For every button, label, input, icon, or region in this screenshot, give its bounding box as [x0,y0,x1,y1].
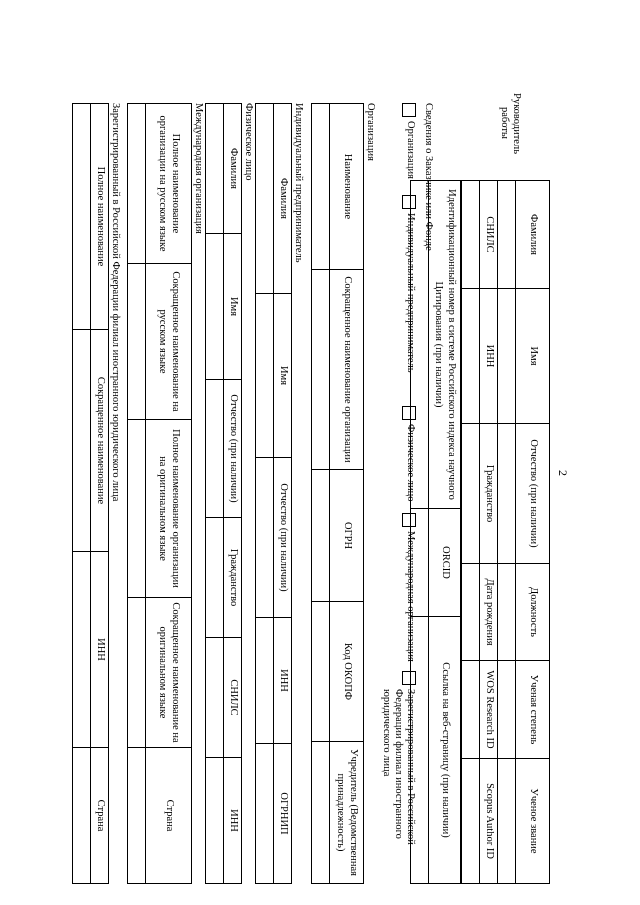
organization-short-name-cell[interactable] [312,270,330,470]
supervisor-header-wos: WOS Research ID [480,661,498,759]
supervisor-header-birthdate: Дата рождения [480,564,498,661]
physical-person-label: Физическое лицо [243,103,254,181]
physical-header-name: Имя [224,234,242,380]
checkbox-foreign-branch[interactable] [402,671,416,685]
foreign-branch-table [72,103,109,884]
foreign-branch-country-cell[interactable] [73,748,91,884]
foreign-branch-label: Зарегистрированный в Российской Федерации филиал иностранного юридического лица [110,103,121,502]
supervisor-value-1[interactable] [462,181,480,289]
physical-name-cell[interactable] [206,234,224,380]
international-header-short-ru: Сокращенное наименование на русском языке [146,264,192,420]
customer-type-entrepreneur[interactable]: Индивидуальный предприниматель [402,195,416,373]
organization-header-ogrn: ОГРН [330,470,364,602]
organization-header-founder: Учредитель (Ведомственная принадлежность) [330,742,364,884]
checkbox-international[interactable] [402,513,416,527]
international-header-country: Страна [146,748,192,884]
organization-okopf-cell[interactable] [312,602,330,742]
supervisor-birthdate-cell[interactable] [498,564,516,661]
checkbox-organization[interactable] [402,103,416,117]
entrepreneur-header-surname: Фамилия [274,104,292,294]
supervisor-header-title: Ученое звание [516,759,550,884]
physical-patronymic-cell[interactable] [206,380,224,518]
page-number: 2 [556,470,570,476]
customer-type-organization[interactable]: Организация [402,103,416,179]
organization-header-name: Наименование [330,104,364,270]
physical-header-citizenship: Гражданство [224,518,242,638]
supervisor-row-header: Руководитель работы [498,93,522,154]
international-full-orig-cell[interactable] [128,420,146,598]
physical-header-patronymic: Отчество (при наличии) [224,380,242,518]
international-org-table [127,103,192,884]
physical-header-surname: Фамилия [224,104,242,234]
organization-label: Организация [365,103,376,161]
supervisor-value-4[interactable] [462,564,480,661]
foreign-branch-header-inn: ИНН [91,552,109,748]
international-full-ru-cell[interactable] [128,104,146,264]
physical-header-snils: СНИЛС [224,638,242,758]
international-header-short-orig: Сокращенное наименование на оригинальном языке [146,598,192,748]
foreign-branch-short-name-cell[interactable] [73,330,91,552]
entrepreneur-header-name: Имя [274,294,292,458]
international-header-full-ru: Полное наименование организации на русском языке [146,104,192,264]
entrepreneur-surname-cell[interactable] [256,104,274,294]
entrepreneur-name-cell[interactable] [256,294,274,458]
customer-type-international[interactable]: Международная организация [402,513,416,662]
entrepreneur-patronymic-cell[interactable] [256,458,274,618]
entrepreneur-header-ogrnip: ОГРНИП [274,744,292,884]
checkbox-physical[interactable] [402,406,416,420]
international-country-cell[interactable] [128,748,146,884]
international-org-label: Международная организация [193,103,204,234]
supervisor-value-5[interactable] [462,661,480,759]
supervisor-table [410,180,550,884]
supervisor-wos-cell[interactable] [498,661,516,759]
supervisor-inn-cell[interactable] [498,289,516,424]
organization-founder-cell[interactable] [312,742,330,884]
physical-inn-cell[interactable] [206,758,224,884]
entrepreneur-header-patronymic: Отчество (при наличии) [274,458,292,618]
supervisor-header-rinc: Идентификационный номер в системе Российского индекса научного Цитирования (при наличии) [429,181,461,509]
foreign-branch-header-full-name: Полное наименование [91,104,109,330]
physical-surname-cell[interactable] [206,104,224,234]
supervisor-citizenship-cell[interactable] [498,424,516,564]
organization-header-okopf: Код ОКОПФ [330,602,364,742]
foreign-branch-full-name-cell[interactable] [73,104,91,330]
entrepreneur-ogrnip-cell[interactable] [256,744,274,884]
customer-section-title: Сведения о Заказчике или Фонде [423,103,434,251]
entrepreneur-inn-cell[interactable] [256,618,274,744]
supervisor-header-webpage: Ссылка на веб-страницу (при наличии) [429,617,461,884]
physical-citizenship-cell[interactable] [206,518,224,638]
entrepreneur-header-inn: ИНН [274,618,292,744]
foreign-branch-inn-cell[interactable] [73,552,91,748]
customer-type-physical[interactable]: Физическое лицо [402,406,416,502]
international-header-full-orig: Полное наименование организации на оригинальном языке [146,420,192,598]
foreign-branch-header-short-name: Сокращенное наименование [91,330,109,552]
supervisor-snils-cell[interactable] [498,181,516,289]
supervisor-header-name: Имя [516,289,550,424]
supervisor-header-inn: ИНН [480,289,498,424]
entrepreneur-table [255,103,292,884]
organization-ogrn-cell[interactable] [312,470,330,602]
physical-header-inn: ИНН [224,758,242,884]
foreign-branch-header-country: Страна [91,748,109,884]
supervisor-header-snils: СНИЛС [480,181,498,289]
physical-snils-cell[interactable] [206,638,224,758]
international-short-orig-cell[interactable] [128,598,146,748]
supervisor-header-patronymic: Отчество (при наличии) [516,424,550,564]
supervisor-header-surname: Фамилия [516,181,550,289]
physical-person-table [205,103,242,884]
supervisor-header-degree: Ученая степень [516,661,550,759]
customer-type-foreign-branch[interactable]: Зарегистрированный в Российской Федерации филиал иностранного юридического лица [380,671,416,871]
supervisor-scopus-cell[interactable] [498,759,516,884]
supervisor-value-6[interactable] [462,759,480,884]
organization-table [311,103,364,884]
supervisor-value-3[interactable] [462,424,480,564]
supervisor-header-position: Должность [516,564,550,661]
organization-header-short-name: Сокращенное наименование организации [330,270,364,470]
supervisor-value-2[interactable] [462,289,480,424]
supervisor-header-citizenship: Гражданство [480,424,498,564]
organization-name-cell[interactable] [312,104,330,270]
checkbox-entrepreneur[interactable] [402,195,416,209]
supervisor-header-orcid: ORCID [429,509,461,617]
supervisor-header-scopus: Scopus Author ID [480,759,498,884]
customer-type-options [378,103,418,883]
entrepreneur-label: Индивидуальный предприниматель [293,103,304,263]
international-short-ru-cell[interactable] [128,264,146,420]
